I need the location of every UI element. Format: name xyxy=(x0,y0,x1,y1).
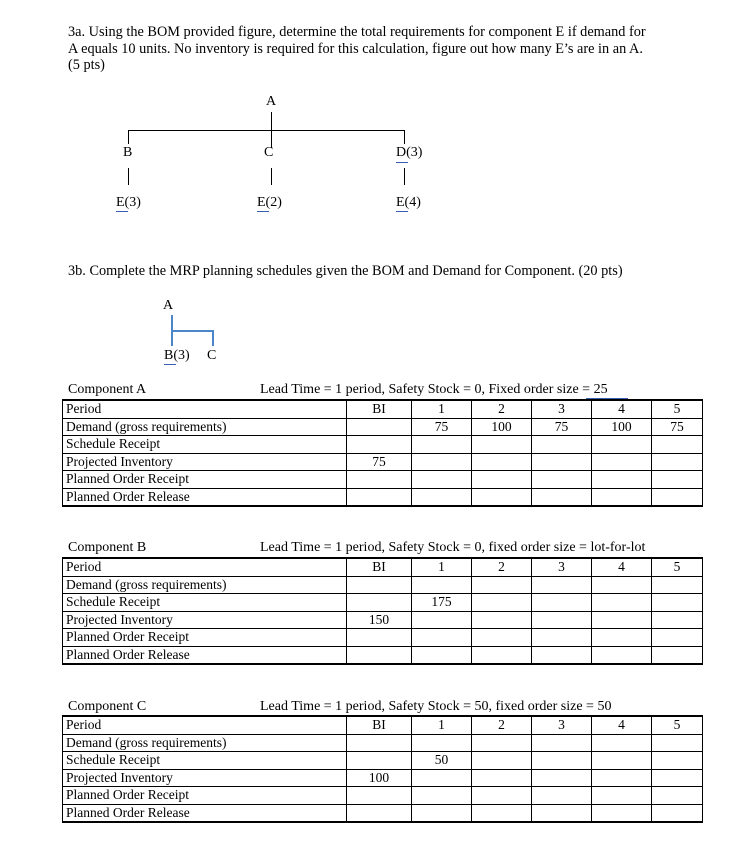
planned-order-receipt-cell[interactable] xyxy=(347,471,412,489)
demand-cell[interactable] xyxy=(652,576,703,594)
table-row-demand xyxy=(63,734,703,752)
spellcheck-underline xyxy=(396,211,408,212)
component-b-title: Component B xyxy=(68,540,147,555)
mrp-table-component-b xyxy=(62,557,703,665)
planned-order-release-cell[interactable] xyxy=(592,488,652,506)
schedule-receipt-cell[interactable] xyxy=(472,752,532,770)
period-header: 3 xyxy=(532,400,592,418)
planned-order-receipt-cell[interactable] xyxy=(652,629,703,647)
bom-3b-connector xyxy=(212,330,214,346)
projected-inventory-cell[interactable] xyxy=(592,453,652,471)
projected-inventory-cell[interactable] xyxy=(652,611,703,629)
bom-node-c: C xyxy=(264,145,274,160)
demand-cell[interactable] xyxy=(532,734,592,752)
projected-inventory-cell[interactable] xyxy=(652,453,703,471)
schedule-receipt-cell[interactable]: 175 xyxy=(412,594,472,612)
projected-inventory-cell[interactable] xyxy=(652,769,703,787)
period-header: 5 xyxy=(652,558,703,576)
schedule-receipt-cell[interactable] xyxy=(347,594,412,612)
planned-order-release-cell[interactable] xyxy=(412,488,472,506)
planned-order-receipt-cell[interactable] xyxy=(412,471,472,489)
projected-inventory-cell[interactable] xyxy=(592,611,652,629)
question-3a-line1: 3a. Using the BOM provided figure, determine the total requirements for component E if demand for xyxy=(68,24,646,40)
question-3a xyxy=(68,24,646,74)
table-row-schedule-receipt xyxy=(63,594,703,612)
demand-cell[interactable] xyxy=(472,576,532,594)
table-row-projected-inventory xyxy=(63,611,703,629)
planned-order-release-cell[interactable] xyxy=(652,646,703,664)
spellcheck-underline xyxy=(164,364,176,365)
planned-order-receipt-cell[interactable] xyxy=(532,629,592,647)
period-header: 2 xyxy=(472,558,532,576)
table-row-demand xyxy=(63,576,703,594)
row-label: Period xyxy=(63,716,347,734)
period-header: 2 xyxy=(472,400,532,418)
planned-order-release-cell[interactable] xyxy=(532,804,592,822)
schedule-receipt-cell[interactable] xyxy=(347,752,412,770)
planned-order-receipt-cell[interactable] xyxy=(532,471,592,489)
projected-inventory-cell[interactable] xyxy=(532,769,592,787)
demand-cell[interactable] xyxy=(412,734,472,752)
spellcheck-underline xyxy=(396,162,408,163)
table-row-schedule-receipt xyxy=(63,752,703,770)
row-label: Planned Order Receipt xyxy=(63,471,347,489)
row-label: Planned Order Release xyxy=(63,488,347,506)
projected-inventory-cell[interactable] xyxy=(472,611,532,629)
bom-connector xyxy=(128,130,129,144)
demand-cell[interactable] xyxy=(592,734,652,752)
bom-root-a: A xyxy=(266,94,277,109)
planned-order-release-cell[interactable] xyxy=(592,804,652,822)
schedule-receipt-cell[interactable] xyxy=(532,594,592,612)
bom-connector xyxy=(404,130,405,144)
planned-order-receipt-cell[interactable] xyxy=(347,629,412,647)
period-header: 2 xyxy=(472,716,532,734)
planned-order-release-cell[interactable] xyxy=(347,488,412,506)
table-row-planned-order-receipt xyxy=(63,629,703,647)
row-label: Demand (gross requirements) xyxy=(63,418,347,436)
bom-node-e-under-b: E(3) xyxy=(116,195,141,210)
schedule-receipt-cell[interactable] xyxy=(472,436,532,454)
planned-order-receipt-cell[interactable] xyxy=(472,787,532,805)
table-row-projected-inventory xyxy=(63,769,703,787)
question-3a-line3: (5 pts) xyxy=(68,57,105,73)
period-header: 1 xyxy=(412,716,472,734)
schedule-receipt-cell[interactable] xyxy=(652,594,703,612)
demand-cell[interactable] xyxy=(347,734,412,752)
planned-order-receipt-cell[interactable] xyxy=(412,787,472,805)
projected-inventory-cell[interactable]: 150 xyxy=(347,611,412,629)
component-c-info: Lead Time = 1 period, Safety Stock = 50, fixed order size = 50 xyxy=(260,699,612,714)
table-row-planned-order-release xyxy=(63,804,703,822)
row-label: Demand (gross requirements) xyxy=(63,576,347,594)
period-header: BI xyxy=(347,558,412,576)
planned-order-release-cell[interactable] xyxy=(412,646,472,664)
schedule-receipt-cell[interactable] xyxy=(532,752,592,770)
bom-node-d: D(3) xyxy=(396,145,423,160)
bom-connector xyxy=(128,130,405,131)
period-header: 4 xyxy=(592,558,652,576)
period-header: BI xyxy=(347,716,412,734)
demand-cell[interactable]: 100 xyxy=(472,418,532,436)
component-a-title: Component A xyxy=(68,382,147,397)
demand-cell[interactable] xyxy=(347,576,412,594)
bom-connector xyxy=(271,168,272,185)
projected-inventory-cell[interactable] xyxy=(412,453,472,471)
planned-order-release-cell[interactable] xyxy=(652,804,703,822)
demand-cell[interactable]: 100 xyxy=(592,418,652,436)
row-label: Schedule Receipt xyxy=(63,752,347,770)
question-3a-line2: A equals 10 units. No inventory is required for this calculation, figure out how many E’s are in an A. xyxy=(68,40,643,57)
bom-3b-connector xyxy=(171,330,214,332)
row-label: Planned Order Receipt xyxy=(63,787,347,805)
table-row-planned-order-release xyxy=(63,488,703,506)
table-row-planned-order-receipt xyxy=(63,787,703,805)
projected-inventory-cell[interactable] xyxy=(412,769,472,787)
bom-connector xyxy=(404,168,405,185)
planned-order-release-cell[interactable] xyxy=(412,804,472,822)
schedule-receipt-cell[interactable]: 50 xyxy=(412,752,472,770)
table-row-planned-order-receipt xyxy=(63,471,703,489)
table-row-period xyxy=(63,558,703,576)
schedule-receipt-cell[interactable] xyxy=(347,436,412,454)
table-row-planned-order-release xyxy=(63,646,703,664)
row-label: Planned Order Receipt xyxy=(63,629,347,647)
bom-node-e-under-d: E(4) xyxy=(396,195,421,210)
table-row-period xyxy=(63,400,703,418)
period-header: 4 xyxy=(592,716,652,734)
row-label: Projected Inventory xyxy=(63,453,347,471)
row-label: Schedule Receipt xyxy=(63,594,347,612)
spellcheck-underline xyxy=(257,211,269,212)
schedule-receipt-cell[interactable] xyxy=(652,436,703,454)
table-row-period xyxy=(63,716,703,734)
demand-cell[interactable] xyxy=(347,418,412,436)
projected-inventory-cell[interactable]: 100 xyxy=(347,769,412,787)
bom-node-e-under-c: E(2) xyxy=(257,195,282,210)
question-3b: 3b. Complete the MRP planning schedules given the BOM and Demand for Component. (20 pts) xyxy=(68,263,623,279)
period-header: 3 xyxy=(532,558,592,576)
row-label: Period xyxy=(63,558,347,576)
demand-cell[interactable] xyxy=(532,576,592,594)
schedule-receipt-cell[interactable] xyxy=(592,752,652,770)
demand-cell[interactable] xyxy=(652,734,703,752)
table-row-projected-inventory xyxy=(63,453,703,471)
period-header: 5 xyxy=(652,716,703,734)
schedule-receipt-cell[interactable] xyxy=(532,436,592,454)
demand-cell[interactable] xyxy=(592,576,652,594)
planned-order-release-cell[interactable] xyxy=(472,646,532,664)
bom-3b-root-a: A xyxy=(163,298,174,313)
planned-order-receipt-cell[interactable] xyxy=(652,471,703,489)
period-header: 1 xyxy=(412,558,472,576)
row-label: Period xyxy=(63,400,347,418)
period-header: 3 xyxy=(532,716,592,734)
projected-inventory-cell[interactable] xyxy=(592,769,652,787)
planned-order-release-cell[interactable] xyxy=(472,804,532,822)
planned-order-release-cell[interactable] xyxy=(532,646,592,664)
projected-inventory-cell[interactable] xyxy=(532,453,592,471)
bom-3b-node-b: B(3) xyxy=(164,348,190,363)
bom-connector xyxy=(271,112,272,130)
projected-inventory-cell[interactable]: 75 xyxy=(347,453,412,471)
projected-inventory-cell[interactable] xyxy=(472,769,532,787)
bom-node-b: B xyxy=(123,145,133,160)
planned-order-receipt-cell[interactable] xyxy=(472,629,532,647)
component-a-info: Lead Time = 1 period, Safety Stock = 0, Fixed order size = 25 xyxy=(260,382,608,397)
demand-cell[interactable]: 75 xyxy=(652,418,703,436)
schedule-receipt-cell[interactable] xyxy=(592,594,652,612)
row-label: Projected Inventory xyxy=(63,611,347,629)
planned-order-release-cell[interactable] xyxy=(347,804,412,822)
component-c-title: Component C xyxy=(68,699,147,714)
schedule-receipt-cell[interactable] xyxy=(652,752,703,770)
period-header: 4 xyxy=(592,400,652,418)
period-header: 5 xyxy=(652,400,703,418)
planned-order-receipt-cell[interactable] xyxy=(592,629,652,647)
row-label: Schedule Receipt xyxy=(63,436,347,454)
mrp-table-component-c xyxy=(62,715,703,823)
table-row-schedule-receipt xyxy=(63,436,703,454)
demand-cell[interactable] xyxy=(412,576,472,594)
planned-order-receipt-cell[interactable] xyxy=(412,629,472,647)
schedule-receipt-cell[interactable] xyxy=(412,436,472,454)
mrp-table-component-a xyxy=(62,399,703,507)
planned-order-release-cell[interactable] xyxy=(347,646,412,664)
planned-order-receipt-cell[interactable] xyxy=(347,787,412,805)
demand-cell[interactable]: 75 xyxy=(532,418,592,436)
period-header: BI xyxy=(347,400,412,418)
row-label: Demand (gross requirements) xyxy=(63,734,347,752)
planned-order-release-cell[interactable] xyxy=(652,488,703,506)
planned-order-receipt-cell[interactable] xyxy=(592,471,652,489)
row-label: Planned Order Release xyxy=(63,804,347,822)
planned-order-release-cell[interactable] xyxy=(592,646,652,664)
schedule-receipt-cell[interactable] xyxy=(472,594,532,612)
row-label: Planned Order Release xyxy=(63,646,347,664)
planned-order-receipt-cell[interactable] xyxy=(472,471,532,489)
planned-order-receipt-cell[interactable] xyxy=(652,787,703,805)
planned-order-receipt-cell[interactable] xyxy=(532,787,592,805)
row-label: Projected Inventory xyxy=(63,769,347,787)
schedule-receipt-cell[interactable] xyxy=(592,436,652,454)
bom-3b-node-c: C xyxy=(207,348,217,363)
table-row-demand xyxy=(63,418,703,436)
planned-order-release-cell[interactable] xyxy=(472,488,532,506)
spellcheck-underline xyxy=(116,211,128,212)
period-header: 1 xyxy=(412,400,472,418)
component-b-info: Lead Time = 1 period, Safety Stock = 0, fixed order size = lot-for-lot xyxy=(260,540,646,555)
bom-connector xyxy=(128,168,129,185)
projected-inventory-cell[interactable] xyxy=(412,611,472,629)
demand-cell[interactable]: 75 xyxy=(412,418,472,436)
projected-inventory-cell[interactable] xyxy=(532,611,592,629)
demand-cell[interactable] xyxy=(472,734,532,752)
planned-order-release-cell[interactable] xyxy=(532,488,592,506)
projected-inventory-cell[interactable] xyxy=(472,453,532,471)
planned-order-receipt-cell[interactable] xyxy=(592,787,652,805)
